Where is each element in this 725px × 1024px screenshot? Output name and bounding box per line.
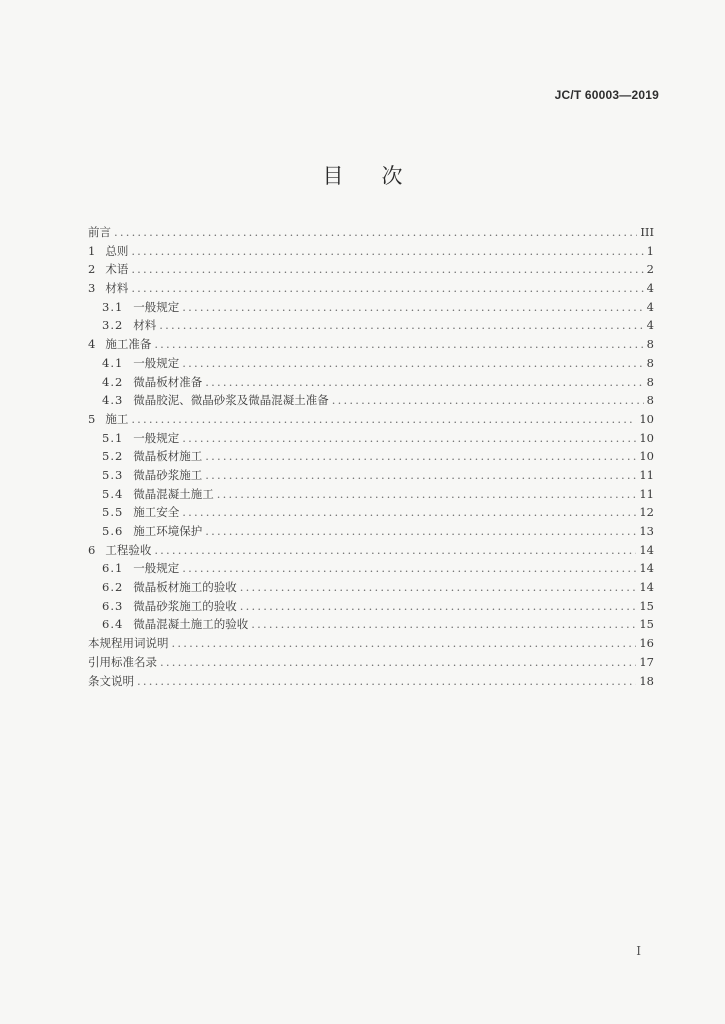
toc-entry-page: 14 (639, 580, 654, 595)
toc-entry[interactable] (88, 522, 654, 541)
toc-entry[interactable] (88, 485, 654, 504)
toc-entry[interactable] (88, 447, 654, 466)
toc-leader-dots (205, 522, 636, 541)
toc-leader-dots (131, 410, 636, 429)
toc-entry-number: 5.5 (102, 505, 124, 520)
toc-entry-number: 4.3 (102, 393, 124, 408)
toc-entry-number: 6 (88, 542, 97, 557)
toc-entry-number: 4.1 (102, 355, 124, 370)
toc-entry-number: 5.6 (102, 524, 124, 538)
toc-entry[interactable] (88, 373, 654, 392)
toc-leader-dots (182, 503, 636, 522)
toc-entry-page: 8 (646, 393, 654, 408)
toc-entry-title: 施工准备 (105, 337, 152, 352)
toc-entry[interactable] (88, 410, 654, 429)
toc-entry-title: 条文说明 (88, 673, 134, 688)
toc-entry[interactable] (88, 354, 654, 373)
toc-entry-number: 6.2 (102, 580, 124, 595)
toc-entry-number: 3.1 (102, 299, 124, 314)
toc-leader-dots (205, 447, 636, 466)
toc-entry-number: 6.4 (102, 617, 124, 632)
toc-entry-title: 微晶砂浆施工 (133, 467, 203, 482)
toc-entry-page: 13 (639, 524, 654, 538)
toc-entry[interactable] (88, 559, 654, 578)
toc-entry-title: 微晶板材准备 (133, 374, 203, 389)
toc-entry-page: 4 (646, 281, 654, 296)
toc-entry-number: 3 (88, 281, 97, 296)
toc-entry-title: 前言 (88, 225, 111, 239)
toc-entry[interactable] (88, 578, 654, 597)
toc-entry-title: 工程验收 (105, 542, 152, 557)
toc-leader-dots (154, 541, 636, 560)
toc-leader-dots (205, 373, 643, 392)
toc-entry-title: 施工 (105, 411, 129, 426)
toc-entry-title: 微晶砂浆施工的验收 (133, 598, 237, 613)
toc-entry-number: 4.2 (102, 374, 124, 389)
toc-entry-title: 一般规定 (133, 561, 180, 576)
toc-leader-dots (182, 298, 643, 317)
toc-entry-page: 10 (639, 430, 654, 445)
document-code: JC/T 60003—2019 (554, 88, 659, 102)
toc-entry-page: 1 (646, 243, 654, 258)
toc-entry-page: 4 (646, 299, 654, 314)
toc-entry-page: 10 (639, 449, 654, 464)
toc-entry-title: 材料 (105, 281, 129, 296)
toc-entry[interactable] (88, 634, 654, 653)
toc-entry-page: III (640, 225, 654, 239)
toc-leader-dots (205, 466, 636, 485)
toc-entry-page: 14 (639, 561, 654, 576)
toc-entry-number: 6.1 (102, 561, 124, 576)
toc-leader-dots (137, 672, 636, 691)
toc-entry[interactable] (88, 260, 654, 279)
toc-entry-page: 11 (639, 467, 654, 482)
toc-entry-title: 本规程用词说明 (88, 636, 169, 651)
toc-entry-title: 一般规定 (133, 299, 180, 314)
toc-entry-title: 材料 (133, 318, 157, 333)
toc-entry-title: 施工安全 (133, 505, 180, 520)
toc-entry-page: 17 (639, 654, 654, 669)
toc-entry-number: 5.2 (102, 449, 124, 464)
toc-entry-number: 1 (88, 243, 97, 258)
toc-entry-page: 15 (639, 598, 654, 613)
toc-entry-title: 微晶混凝土施工的验收 (133, 617, 249, 632)
toc-entry-title: 微晶混凝土施工 (133, 486, 214, 501)
toc-entry[interactable] (88, 466, 654, 485)
toc-entry-page: 8 (646, 355, 654, 370)
toc-leader-dots (114, 223, 637, 242)
toc-leader-dots (172, 634, 637, 653)
page-title: 目次 (322, 164, 441, 188)
toc-entry-page: 11 (639, 486, 654, 501)
toc-leader-dots (182, 429, 636, 448)
toc-entry-page: 4 (646, 318, 654, 333)
toc-entry-title: 一般规定 (133, 355, 180, 370)
toc-leader-dots (217, 485, 637, 504)
toc-leader-dots (240, 597, 637, 616)
toc-entry[interactable] (88, 615, 654, 634)
toc-leader-dots (182, 354, 643, 373)
toc-entry-number: 3.2 (102, 318, 124, 333)
toc-entry[interactable] (88, 242, 654, 261)
page-number: I (636, 944, 641, 958)
toc-entry-page: 15 (639, 617, 654, 632)
toc-leader-dots (131, 242, 643, 261)
toc-entry-title: 一般规定 (133, 430, 180, 445)
toc-entry[interactable] (88, 298, 654, 317)
toc-leader-dots (159, 316, 643, 335)
toc-entry-page: 16 (639, 636, 654, 651)
toc-entry-number: 5.4 (102, 486, 124, 501)
toc-leader-dots (240, 578, 637, 597)
toc-leader-dots (160, 653, 636, 672)
toc-entry[interactable] (88, 429, 654, 448)
toc-entry[interactable] (88, 541, 654, 560)
toc-entry-title: 术语 (105, 262, 129, 277)
toc-entry-title: 微晶板材施工的验收 (133, 580, 237, 595)
toc-entry-number: 6.3 (102, 598, 124, 613)
toc-entry[interactable] (88, 597, 654, 616)
toc-entry[interactable] (88, 335, 654, 354)
toc-entry-number: 5.3 (102, 467, 124, 482)
toc-entry-number: 5 (88, 411, 97, 426)
toc-entry-number: 5.1 (102, 430, 124, 445)
toc-entry[interactable] (88, 223, 654, 242)
toc-entry-page: 2 (646, 262, 654, 277)
toc-entry-title: 微晶板材施工 (133, 449, 203, 464)
toc-leader-dots (131, 260, 643, 279)
toc-entry-page: 8 (646, 337, 654, 352)
toc-entry-page: 14 (639, 542, 654, 557)
toc-leader-dots (182, 559, 636, 578)
toc-entry-title: 微晶胶泥、微晶砂浆及微晶混凝土准备 (133, 393, 329, 408)
toc-entry[interactable] (88, 279, 654, 298)
toc-leader-dots (131, 279, 643, 298)
toc-entry-number: 4 (88, 337, 97, 352)
toc-entry-title: 施工环境保护 (133, 524, 203, 538)
toc-entry-page: 18 (639, 673, 654, 688)
toc-entry-title: 引用标准名录 (88, 654, 157, 669)
toc-entry[interactable] (88, 503, 654, 522)
toc-entry-number: 2 (88, 262, 97, 277)
toc-entry[interactable] (88, 391, 654, 410)
toc-leader-dots (332, 391, 644, 410)
toc-entry-page: 10 (639, 411, 654, 426)
toc-leader-dots (251, 615, 636, 634)
toc-entry[interactable] (88, 672, 654, 691)
toc-entry-title: 总则 (105, 243, 129, 258)
toc-leader-dots (154, 335, 643, 354)
toc-entry-page: 8 (646, 374, 654, 389)
table-of-contents (88, 223, 654, 690)
toc-entry[interactable] (88, 653, 654, 672)
toc-entry-page: 12 (639, 505, 654, 520)
toc-entry[interactable] (88, 316, 654, 335)
